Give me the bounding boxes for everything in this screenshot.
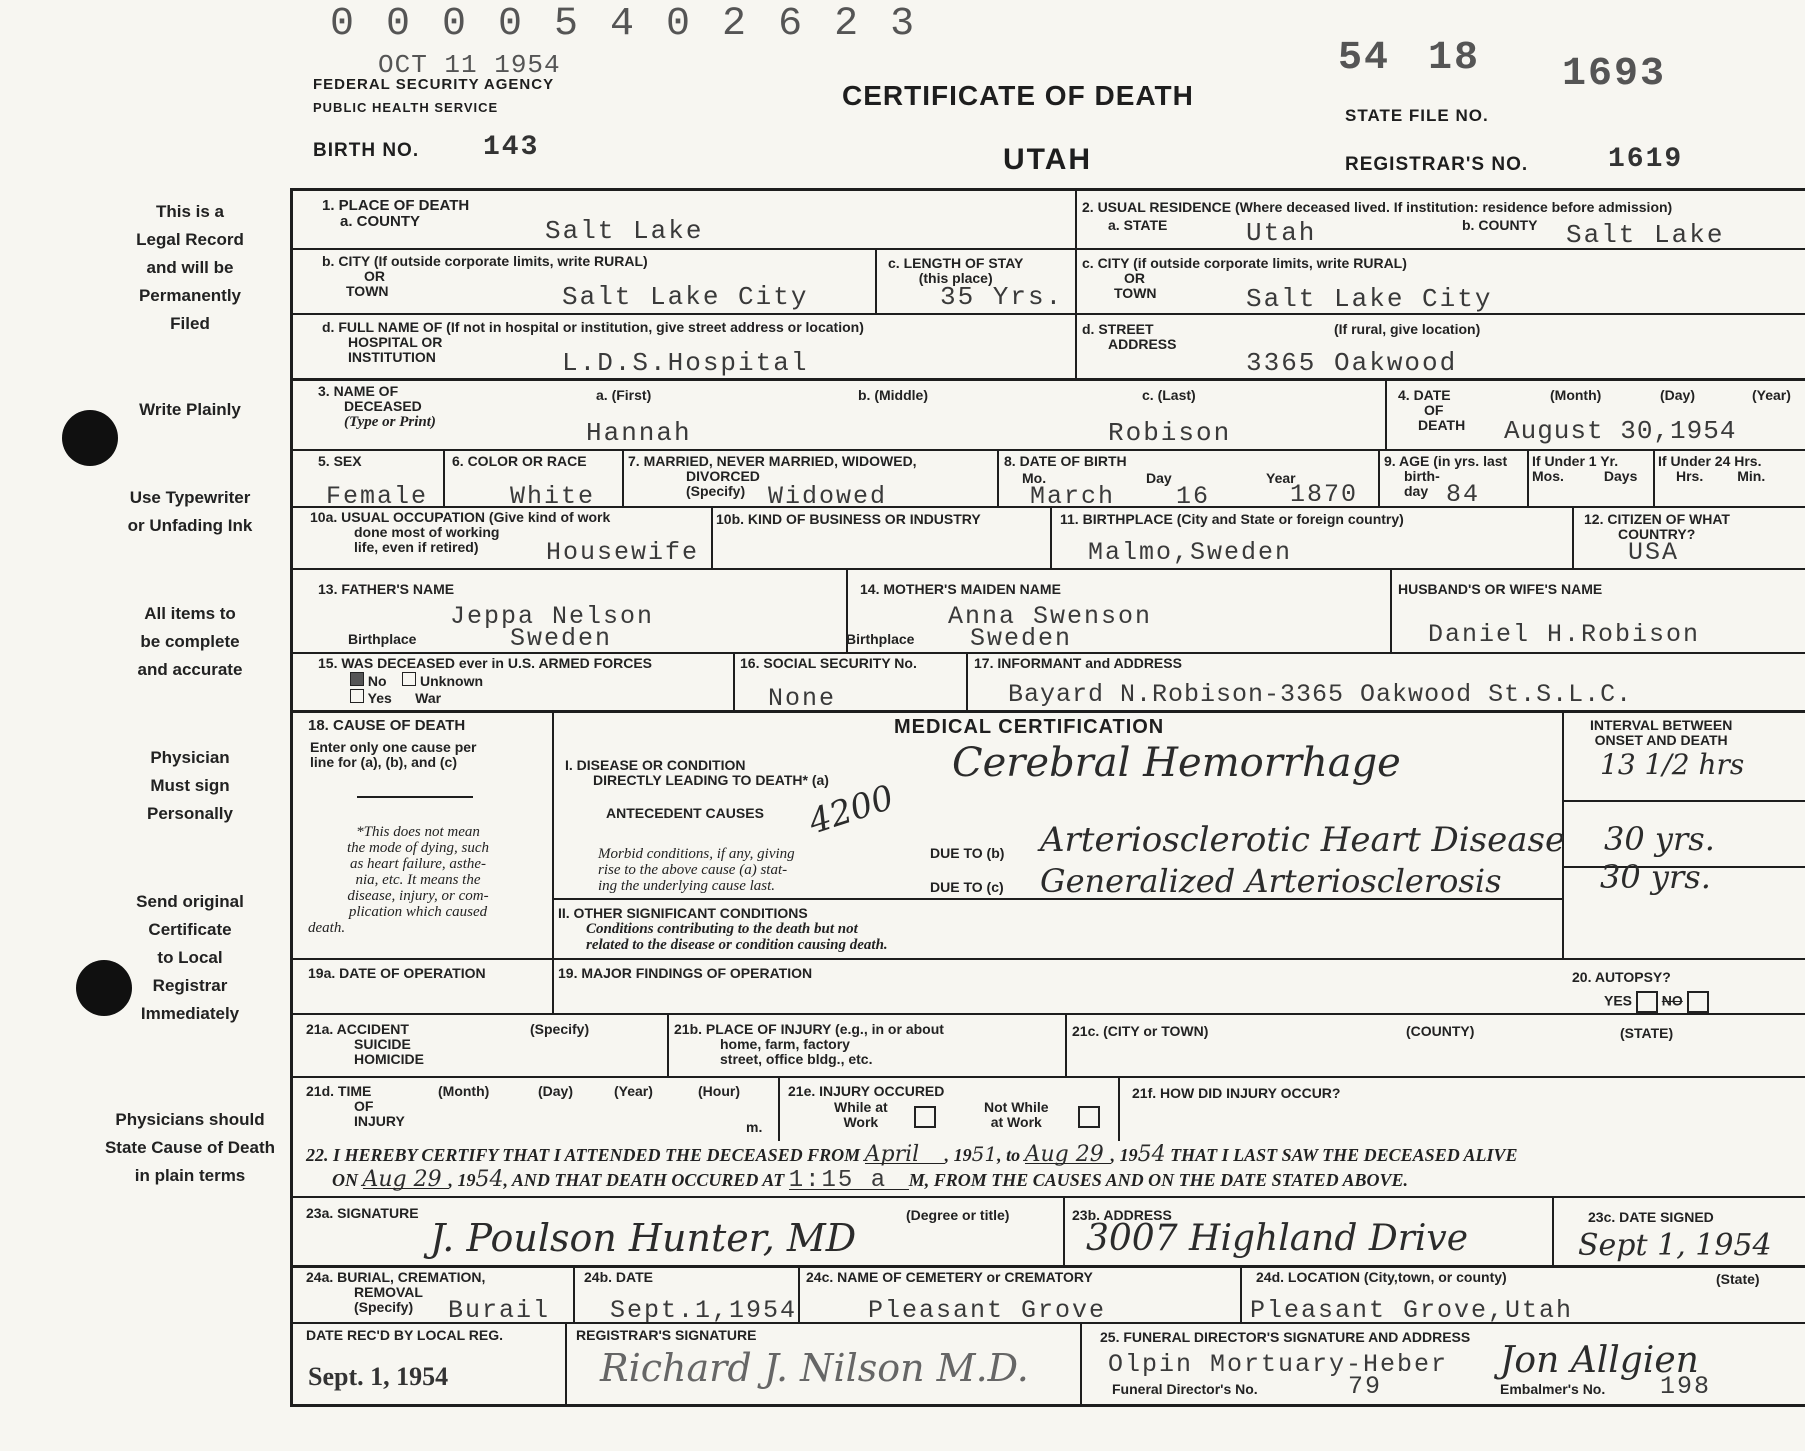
injury-m-label: m. [746,1119,763,1135]
place-of-injury-label: 21b. PLACE OF INJURY (e.g., in or about home, farm, factory street, office bldg., etc. [674,1021,944,1067]
other-conditions-label: II. OTHER SIGNIFICANT CONDITIONS Conditions contributing to the death but not related to the disease or condition causing death. [558,905,888,953]
spouse-name-label: HUSBAND'S OR WIFE'S NAME [1398,581,1603,597]
dob-month: March [1030,482,1116,511]
received-stamp: OCT 11 1954 [378,50,561,80]
dob-label: 8. DATE OF BIRTH [1004,453,1127,469]
death-day-label: (Day) [1660,387,1696,403]
degree-label: (Degree or title) [906,1207,1010,1223]
medical-certification-title: MEDICAL CERTIFICATION [894,716,1165,738]
birth-no: 143 [483,132,540,163]
cemetery-name: Pleasant Grove [868,1296,1107,1325]
hospital-name: L.D.S.Hospital [562,348,809,378]
due-to-b-label: DUE TO (b) [930,845,1005,861]
burial-date: Sept.1,1954 [610,1296,798,1325]
place-of-death-label: 1. PLACE OF DEATH a. COUNTY [322,197,470,230]
residence-city: Salt Lake City [1246,284,1493,314]
residence-rural-label: (If rural, give location) [1334,321,1481,337]
interval-c: 30 yrs. [1600,858,1711,896]
deceased-first-name: Hannah [586,418,692,448]
cemetery-label: 24c. NAME OF CEMETERY or CREMATORY [806,1269,1093,1285]
date-signed: Sept 1, 1954 [1578,1228,1772,1263]
how-injury-label: 21f. HOW DID INJURY OCCUR? [1132,1085,1341,1101]
date-of-death-label: 4. DATE OF DEATH [1398,387,1466,433]
mother-birthplace: Sweden [970,624,1073,653]
injury-county-label: (COUNTY) [1406,1023,1475,1039]
due-to-c-label: DUE TO (c) [930,879,1004,895]
date-signed-label: 23c. DATE SIGNED [1588,1209,1714,1225]
birthplace-label: 11. BIRTHPLACE (City and State or foreign country) [1060,511,1404,527]
father-name-label: 13. FATHER'S NAME [318,581,455,597]
signature-label: 23a. SIGNATURE [306,1205,419,1221]
occupation: Housewife [546,538,700,567]
morbid-conditions-note: Morbid conditions, if any, giving rise to the above cause (a) stat- ing the underlying cause last. [598,846,795,894]
citizen-label: 12. CITIZEN OF WHAT COUNTRY? [1584,511,1730,542]
not-while-at-work-checkbox [1078,1106,1100,1128]
injury-city-label: 21c. (CITY or TOWN) [1072,1023,1209,1039]
mother-birthplace-label: Birthplace [846,631,915,647]
state-file-c: 1693 [1562,52,1667,97]
citizenship: USA [1628,538,1680,567]
cause-note: Enter only one cause per line for (a), (b), and (c) [310,739,477,770]
binder-hole-bottom [76,960,132,1016]
birth-no-label: BIRTH NO. [313,140,420,161]
funeral-home: Olpin Mortuary-Heber [1108,1350,1449,1379]
burial-disposition: Burail [448,1296,551,1325]
dob-day: 16 [1176,482,1211,511]
occupation-label: 10a. USUAL OCCUPATION (Give kind of work done most of working life, even if retired) [310,509,611,555]
registrar-no-label: REGISTRAR'S NO. [1345,154,1529,175]
not-while-at-work: Not While at Work [984,1099,1049,1130]
middle-name-label: b. (Middle) [858,387,928,403]
state-file-b: 18 [1428,36,1481,81]
service-name: PUBLIC HEALTH SERVICE [313,100,499,115]
burial-location: Pleasant Grove,Utah [1250,1296,1574,1325]
birthplace: Malmo,Sweden [1088,538,1293,567]
autopsy-label: 20. AUTOPSY? YES NO [1562,970,1805,1013]
side-note-typewriter: Use Typewriter or Unfading Ink [127,488,253,535]
death-city-label: b. CITY (If outside corporate limits, write RURAL) OR TOWN [322,253,648,299]
marital-status: Widowed [768,482,888,511]
injury-state-label: (STATE) [1620,1025,1674,1041]
operation-date-label: 19a. DATE OF OPERATION [308,965,486,981]
first-name-label: a. (First) [596,387,652,403]
cause-c: Generalized Arteriosclerosis [1040,862,1502,900]
dob-year: 1870 [1290,480,1359,509]
business-label: 10b. KIND OF BUSINESS OR INDUSTRY [716,511,981,527]
dob-mo-label: Mo. [1022,470,1047,486]
operation-findings-label: 19. MAJOR FINDINGS OF OPERATION [558,965,813,981]
length-of-stay: 35 Yrs. [940,282,1064,312]
agency-name: FEDERAL SECURITY AGENCY [313,76,555,93]
physician-address: 3007 Highland Drive [1086,1218,1469,1259]
registrar-signature: Richard J. Nilson M.D. [600,1346,1029,1390]
accident-label: 21a. ACCIDENT SUICIDE HOMICIDE [306,1021,424,1067]
usual-residence-label: 2. USUAL RESIDENCE (Where deceased lived. If institution: residence before admission) [1082,199,1673,215]
embalmer-no-label: Embalmer's No. [1500,1381,1606,1397]
residence-street: 3365 Oakwood [1246,348,1458,378]
injury-occured-label: 21e. INJURY OCCURED [788,1083,945,1099]
spouse-name: Daniel H.Robison [1428,620,1701,649]
mode-of-dying-note: *This does not mean the mode of dying, such as heart failure, asthe- nia, etc. It means the disease, injury, or com- plication which caused death. [308,824,490,936]
under-1-year-label: If Under 1 Yr. Mos. Days [1532,453,1638,484]
embalmer-no: 198 [1660,1372,1712,1401]
funeral-director-signature: Jon Allgien [1500,1340,1699,1381]
father-birthplace-label: Birthplace [348,631,417,647]
serial-stamp: 0 0 0 0 5 4 0 2 6 2 3 [330,2,919,47]
registrar-signature-label: REGISTRAR'S SIGNATURE [576,1327,757,1343]
certification-line-2: ON Aug 29 , 1954, AND THAT DEATH OCCURED AT 1:15 a M, FROM THE CAUSES AND ON THE DATE STATED ABOVE. [332,1167,1409,1194]
side-note-state-cause: Physicians should State Cause of Death in plain terms [104,1110,276,1185]
injury-day-label: (Day) [538,1083,574,1099]
funeral-director-no: 79 [1348,1372,1383,1401]
sex-label: 5. SEX [318,453,362,469]
armed-forces-options: No Unknown Yes War [350,672,483,706]
antecedent-label: ANTECEDENT CAUSES [606,805,764,821]
burial-location-label: 24d. LOCATION (City,town, or county) [1256,1269,1507,1285]
registrar-no: 1619 [1608,144,1684,175]
while-at-work: While at Work [834,1099,888,1130]
funeral-director-label: 25. FUNERAL DIRECTOR'S SIGNATURE AND ADDRESS [1100,1329,1471,1345]
under-24-hours-label: If Under 24 Hrs. Hrs. Min. [1658,453,1766,484]
burial-state-label: (State) [1716,1271,1760,1287]
ssn: None [768,684,837,713]
physician-address-label: 23b. ADDRESS [1072,1207,1172,1223]
interval-label: INTERVAL BETWEEN ONSET AND DEATH [1590,717,1733,748]
residence-county: Salt Lake [1566,220,1725,250]
cause-of-death-label: 18. CAUSE OF DEATH [308,717,466,734]
injury-hour-label: (Hour) [698,1083,740,1099]
death-city: Salt Lake City [562,282,809,312]
date-of-death: August 30,1954 [1504,416,1737,446]
classification-code: 4200 [803,777,899,843]
informant: Bayard N.Robison-3365 Oakwood St.S.L.C. [1008,680,1633,709]
last-name-label: c. (Last) [1142,387,1196,403]
age-label: 9. AGE (in yrs. last birth- day [1384,453,1508,499]
accident-specify-label: (Specify) [530,1021,590,1037]
side-note-physician: Physician Must sign Personally [147,748,233,823]
funeral-director-no-label: Funeral Director's No. [1112,1381,1258,1397]
mother-name-label: 14. MOTHER'S MAIDEN NAME [860,581,1061,597]
received-date-label: DATE REC'D BY LOCAL REG. [306,1327,504,1343]
residence-state: Utah [1246,218,1317,248]
certificate-title: CERTIFICATE OF DEATH [842,80,1194,111]
death-year-label: (Year) [1752,387,1791,403]
length-of-stay-label: c. LENGTH OF STAY (this place) [888,255,1024,286]
while-at-work-checkbox [914,1106,936,1128]
color-race: White [510,482,596,511]
side-note-write: Write Plainly [139,400,241,419]
dob-day-label: Day [1146,470,1172,486]
state-file-label: STATE FILE NO. [1345,106,1489,125]
sex: Female [326,482,429,511]
cause-a: Cerebral Hemorrhage [952,740,1401,786]
father-birthplace: Sweden [510,624,613,653]
hospital-label: d. FULL NAME OF (If not in hospital or institution, give street address or location) HOSPITAL OR INSTITUTION [322,319,864,365]
burial-label: 24a. BURIAL, CREMATION, REMOVAL (Specify) [306,1269,486,1315]
ssn-label: 16. SOCIAL SECURITY No. [740,655,917,671]
residence-county-label: b. COUNTY [1462,217,1538,233]
informant-label: 17. INFORMANT and ADDRESS [974,655,1182,671]
interval-b: 30 yrs. [1604,820,1715,858]
certification-line-1: 22. I HEREBY CERTIFY THAT I ATTENDED THE DECEASED FROM April , 1951, to Aug 29 , 1954 THAT I LAST SAW THE DECEASED ALIVE [306,1142,1518,1167]
dob-year-label: Year [1266,470,1296,486]
father-name: Jeppa Nelson [450,602,655,631]
injury-year-label: (Year) [614,1083,653,1099]
color-label: 6. COLOR OR RACE [452,453,587,469]
age: 84 [1446,480,1481,509]
residence-state-label: a. STATE [1108,217,1168,233]
side-note-send: Send original Certificate to Local Registrar Immediately [136,892,244,1023]
mother-name: Anna Swenson [948,602,1153,631]
side-note-items: All items to be complete and accurate [137,604,243,679]
state-title: UTAH [1003,143,1093,176]
autopsy-no-checkbox [1687,991,1709,1013]
residence-city-label: c. CITY (if outside corporate limits, write RURAL) OR TOWN [1082,255,1407,301]
armed-forces-label: 15. WAS DECEASED ever in U.S. ARMED FORCES [318,655,652,671]
deceased-name-label: 3. NAME OF DECEASED (Type or Print) [318,383,436,430]
binder-hole-top [62,410,118,466]
death-county: Salt Lake [545,216,704,246]
disease-label: I. DISEASE OR CONDITION DIRECTLY LEADING TO DEATH* (a) [565,757,829,788]
marital-label: 7. MARRIED, NEVER MARRIED, WIDOWED, DIVORCED (Specify) [628,453,917,499]
burial-date-label: 24b. DATE [584,1269,653,1285]
side-note-legal: This is a Legal Record and will be Permanently Filed [136,202,244,333]
residence-street-label: d. STREET ADDRESS [1082,321,1177,352]
interval-a: 13 1/2 hrs [1600,748,1745,781]
cause-b: Arteriosclerotic Heart Disease [1040,820,1566,860]
deceased-last-name: Robison [1108,418,1232,448]
physician-signature: J. Poulson Hunter, MD [430,1216,857,1260]
injury-month-label: (Month) [438,1083,490,1099]
injury-time-label: 21d. TIME OF INJURY [306,1083,405,1129]
received-date: Sept. 1, 1954 [308,1362,449,1391]
death-month-label: (Month) [1550,387,1602,403]
state-file-a: 54 [1338,36,1391,81]
autopsy-yes-checkbox [1636,991,1658,1013]
